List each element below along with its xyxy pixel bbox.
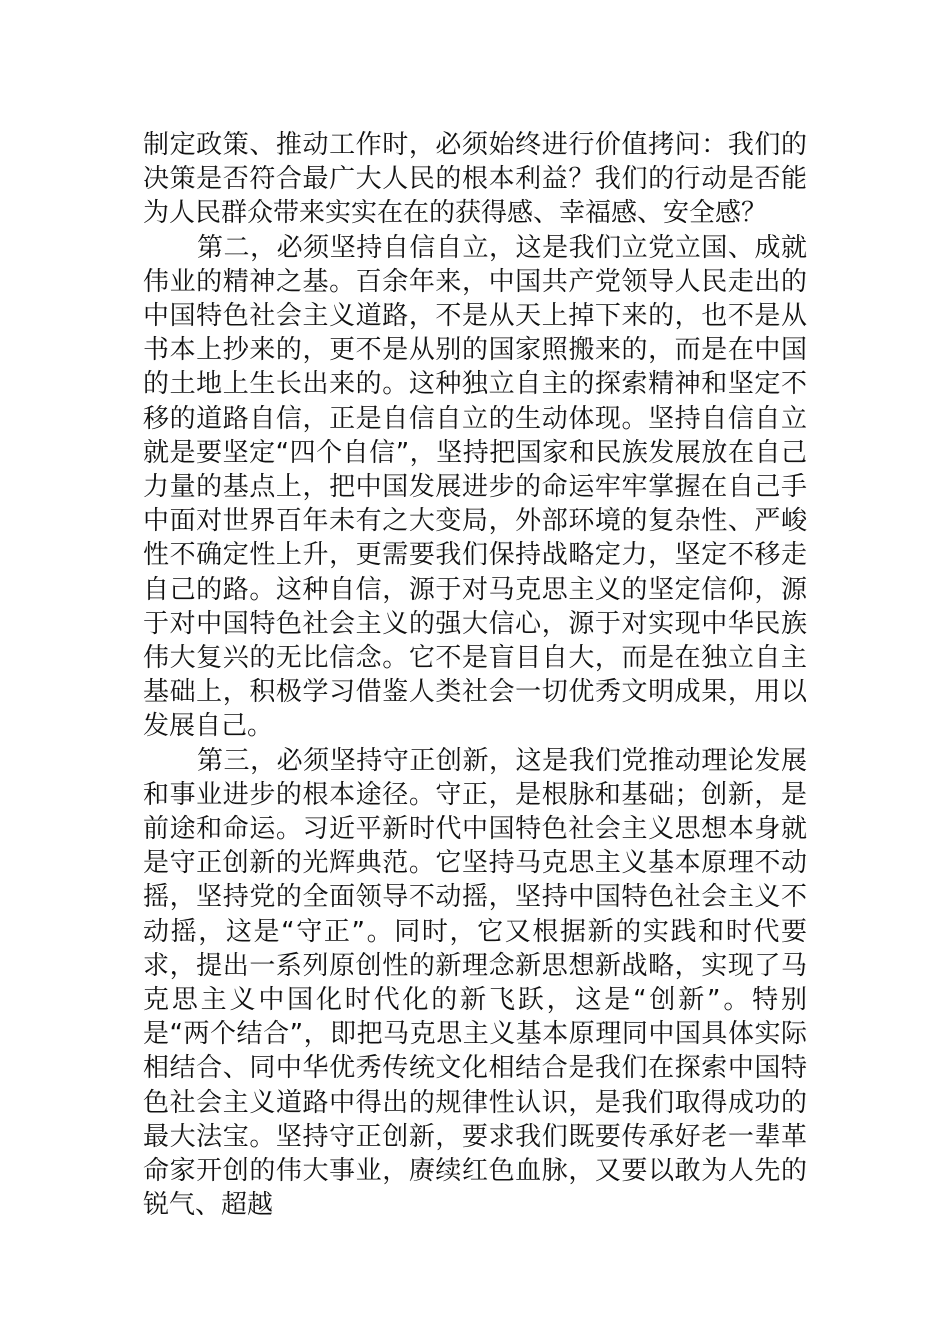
paragraph-second-point: 第二，必须坚持自信自立，这是我们立党立国、成就伟业的精神之基。百余年来，中国共产党领导人民走出的中国特色社会主义道路，不是从天上掉下来的，也不是从书本上抄来的，更不是从别的国家照搬来的，而是在中国的土地上生长出来的。这种独立自主的探索精神和坚定不移的道路自信，正是自信自立的生动体现。坚持自信自立就是要坚定“四个自信”，坚持把国家和民族发展放在自己力量的基点上，把中国发展进步的命运牢牢掌握在自己手中面对世界百年未有之大变局，外部环境的复杂性、严峻性不确定性上升，更需要我们保持战略定力，坚定不移走自己的路。这种自信，源于对马克思主义的坚定信仰，源于对中国特色社会主义的强大信心，源于对实现中华民族伟大复兴的无比信念。它不是盲目自大，而是在独立自主基础上，积极学习借鉴人类社会一切优秀文明成果，用以发展自己。: [143, 232, 807, 742]
paragraph-third-point: 第三，必须坚持守正创新，这是我们党推动理论发展和事业进步的根本途径。守正，是根脉和基础；创新，是前途和命运。习近平新时代中国特色社会主义思想本身就是守正创新的光辉典范。它坚持马克思主义基本原理不动摇，坚持党的全面领导不动摇，坚持中国特色社会主义不动摇，这是“守正”。同时，它又根据新的实践和时代要求，提出一系列原创性的新理念新思想新战略，实现了马克思主义中国化时代化的新飞跃，这是“创新”。特别是“两个结合”，即把马克思主义基本原理同中国具体实际相结合、同中华优秀传统文化相结合是我们在探索中国特色社会主义道路中得出的规律性认识，是我们取得成功的最大法宝。坚持守正创新，要求我们既要传承好老一辈革命家开创的伟大事业，赓续红色血脉，又要以敢为人先的锐气、超越: [143, 745, 807, 1221]
paragraph-continuation: 制定政策、推动工作时，必须始终进行价值拷问：我们的决策是否符合最广大人民的根本利益？我们的行动是否能为人民群众带来实实在在的获得感、幸福感、安全感？: [143, 130, 807, 229]
document-body: [143, 128, 807, 1223]
